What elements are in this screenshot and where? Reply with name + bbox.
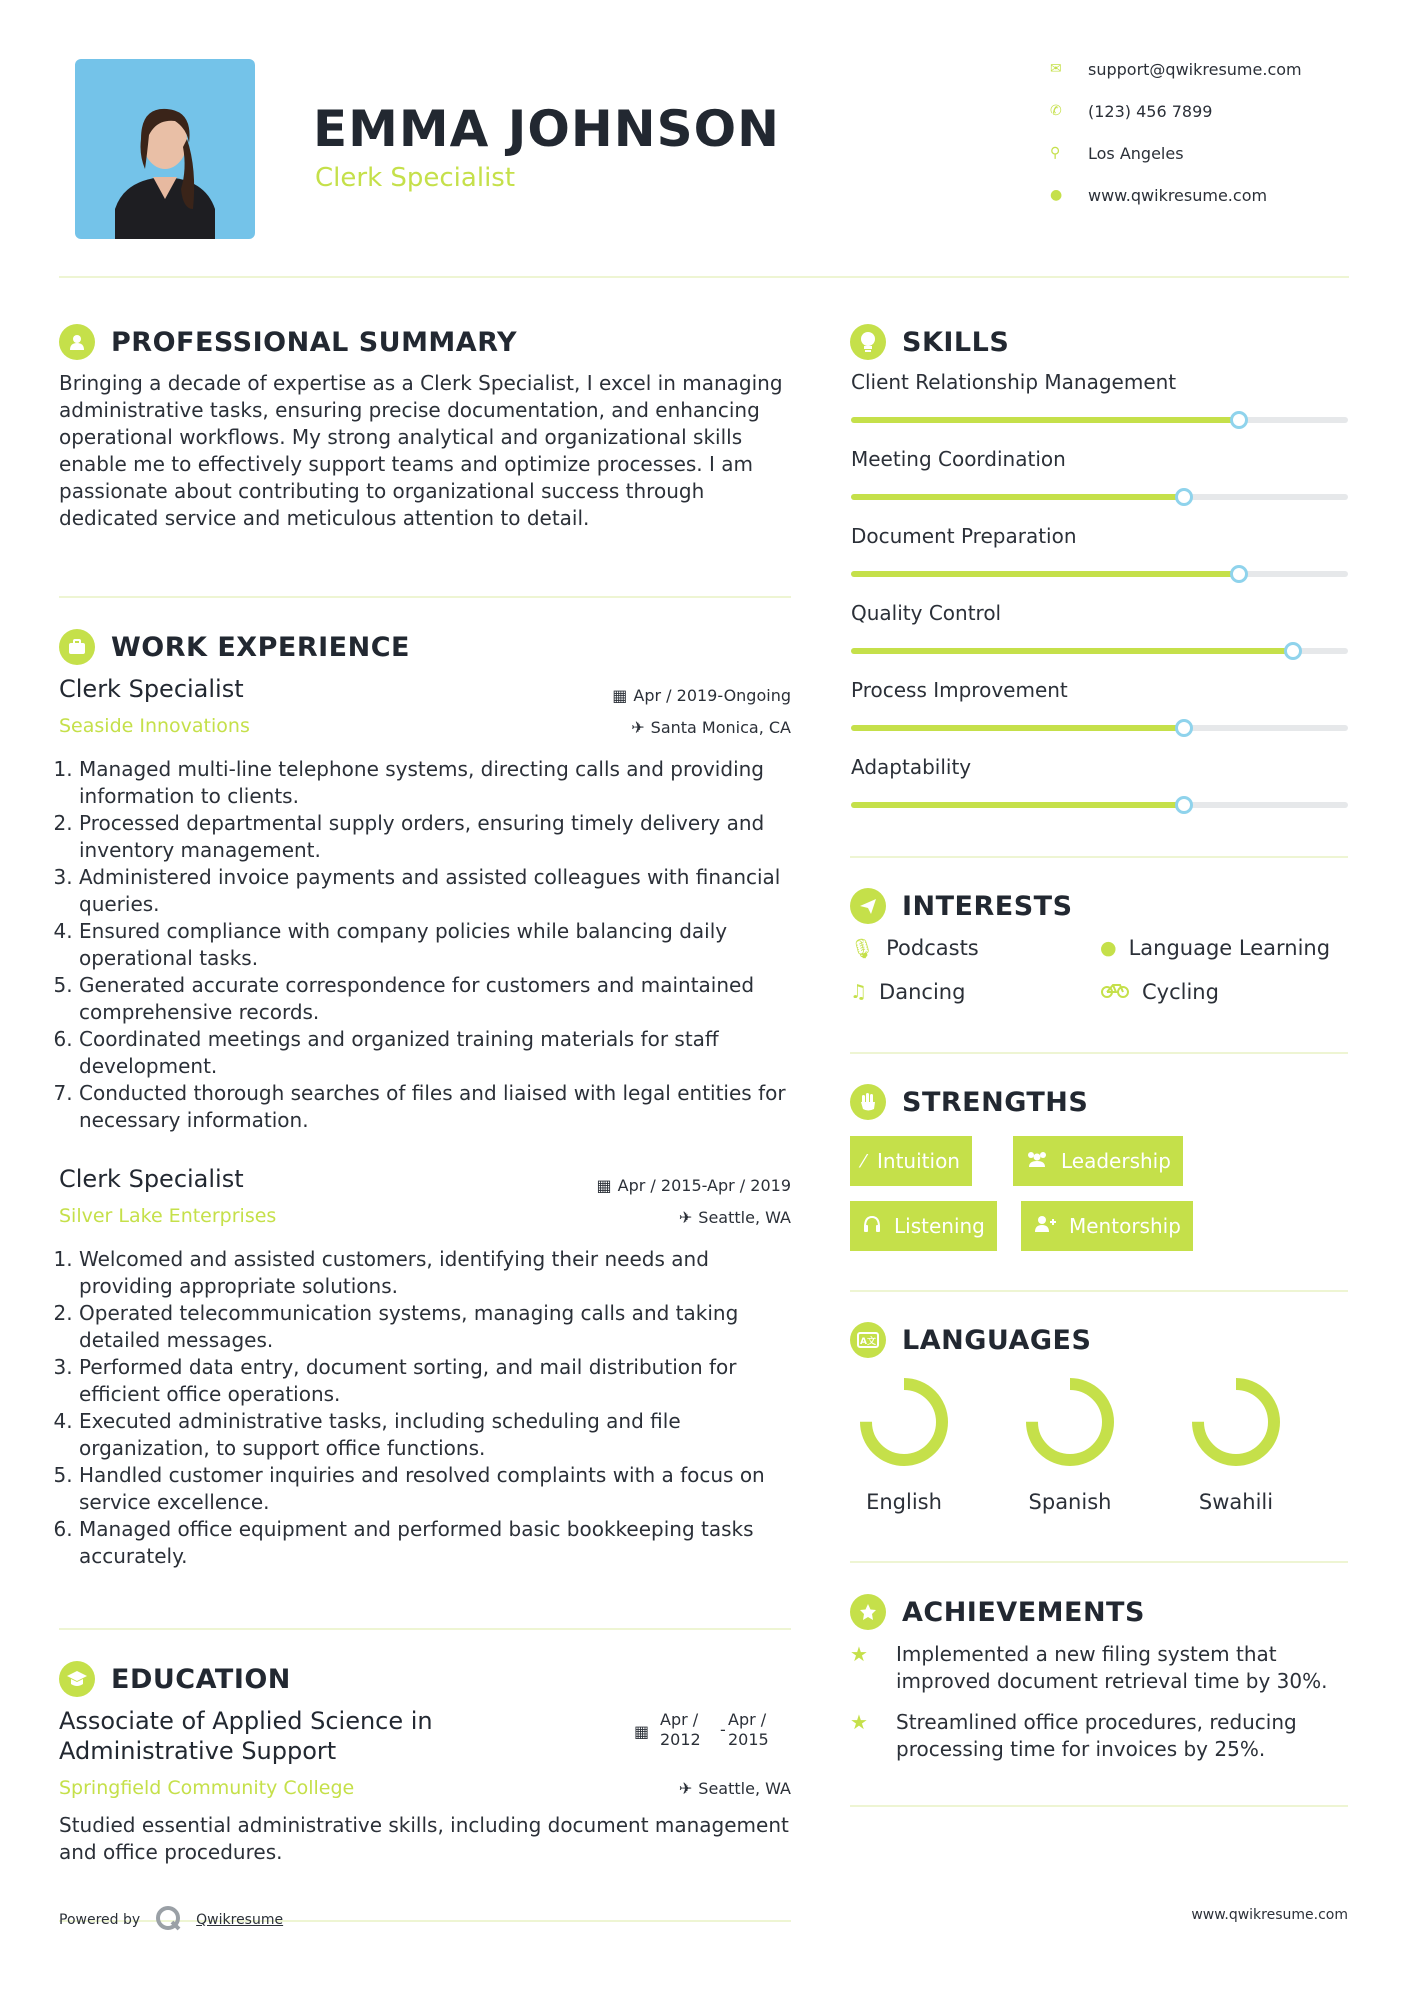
interest-dancing xyxy=(850,980,965,1004)
contact-email[interactable] xyxy=(1050,54,1350,84)
job-2-dates-text: Apr / 2015-Apr / 2019 xyxy=(617,1176,791,1195)
language-level-arc xyxy=(1032,1384,1108,1460)
language-icon xyxy=(850,1322,886,1358)
contact-phone-text: (123) 456 7899 xyxy=(1088,101,1213,121)
interest-label: Podcasts xyxy=(886,936,979,960)
user-plus-icon xyxy=(1033,1215,1057,1238)
headphones-icon xyxy=(862,1215,882,1238)
experience-heading xyxy=(59,627,410,667)
briefcase-icon xyxy=(59,629,95,665)
star-icon: ★ xyxy=(850,1642,868,1666)
skill-bar xyxy=(851,802,1348,808)
list-item: 2. Processed departmental supply orders, ensuring timely delivery and inventory management. xyxy=(79,810,794,864)
graduation-cap-icon xyxy=(59,1661,95,1697)
strength-label: Leadership xyxy=(1061,1149,1171,1173)
list-item: 6. Coordinated meetings and organized training materials for staff development. xyxy=(79,1026,794,1080)
experience-divider xyxy=(59,1628,791,1630)
job-1-title: Clerk Specialist xyxy=(59,675,244,703)
job-2-company: Silver Lake Enterprises xyxy=(59,1205,277,1227)
skill-name: Process Improvement xyxy=(851,678,1068,702)
strength-label: Listening xyxy=(894,1214,985,1238)
interest-cycling xyxy=(1100,980,1219,1004)
job-2-location-text: Seattle, WA xyxy=(698,1208,791,1227)
users-icon xyxy=(1025,1150,1049,1173)
contact-website[interactable] xyxy=(1050,180,1350,210)
strength-mentorship xyxy=(1021,1201,1193,1251)
education-description: Studied essential administrative skills, including document management and office procedures. xyxy=(59,1813,789,1864)
job-2-location xyxy=(540,1208,791,1227)
profile-photo xyxy=(75,59,255,239)
education-end-month: Apr / xyxy=(728,1710,767,1729)
skill-name: Meeting Coordination xyxy=(851,447,1066,471)
pin-icon: ✈ xyxy=(678,1208,693,1227)
qwikresume-logo-icon xyxy=(154,1904,182,1936)
powered-by-label: Powered by xyxy=(59,1912,141,1928)
achievement-text: Implemented a new filing system that improved document retrieval time by 30%. xyxy=(896,1642,1328,1693)
star-icon: ★ xyxy=(850,1710,868,1734)
achievement-1 xyxy=(850,1641,1348,1695)
contact-website-text: www.qwikresume.com xyxy=(1088,185,1268,205)
list-item: 6. Managed office equipment and performed basic bookkeeping tasks accurately. xyxy=(79,1516,794,1570)
envelope-icon: ✉ xyxy=(1050,61,1062,77)
language-level-arc xyxy=(1198,1384,1274,1460)
skill-bar-knob xyxy=(1284,642,1302,660)
list-item: 5. Generated accurate correspondence for customers and maintained comprehensive records. xyxy=(79,972,794,1026)
strength-label: Mentorship xyxy=(1069,1214,1181,1238)
lightbulb-icon xyxy=(850,324,886,360)
summary-heading xyxy=(59,322,517,362)
interests-divider xyxy=(850,1052,1348,1054)
user-icon xyxy=(59,324,95,360)
interest-label: Dancing xyxy=(879,980,966,1004)
education-start-year: 2012 xyxy=(660,1730,701,1749)
languages-divider xyxy=(850,1561,1348,1563)
job-1-duties xyxy=(59,756,794,1134)
skill-bar-fill xyxy=(851,802,1184,808)
language-label: Spanish xyxy=(1028,1490,1112,1514)
skill-bar xyxy=(851,417,1348,423)
list-item: 5. Handled customer inquiries and resolved complaints with a focus on service excellence. xyxy=(79,1462,794,1516)
job-2-dates xyxy=(540,1176,791,1195)
skill-bar xyxy=(851,494,1348,500)
skill-bar-knob xyxy=(1230,565,1248,583)
map-pin-icon: ⚲ xyxy=(1050,145,1061,161)
job-1-dates-text: Apr / 2019-Ongoing xyxy=(633,686,791,705)
strength-listening xyxy=(850,1201,997,1251)
language-level-ring xyxy=(1186,1372,1286,1472)
languages-heading xyxy=(850,1320,1091,1360)
experience-title: WORK EXPERIENCE xyxy=(111,631,410,663)
interest-language-learning xyxy=(1100,936,1330,960)
interest-podcasts xyxy=(850,936,979,960)
interest-label: Cycling xyxy=(1142,980,1219,1004)
interests-heading xyxy=(850,886,1073,926)
globe-icon: ● xyxy=(1050,187,1063,203)
skill-bar-fill xyxy=(851,417,1239,423)
list-item: 3. Administered invoice payments and assisted colleagues with financial queries. xyxy=(79,864,794,918)
education-end-year: 2015 xyxy=(728,1730,769,1749)
achievements-heading xyxy=(850,1592,1145,1632)
interests-title: INTERESTS xyxy=(902,890,1073,922)
bicycle-icon xyxy=(1100,981,1130,1004)
person-portrait-icon xyxy=(75,59,255,239)
globe-icon: ● xyxy=(1100,937,1117,959)
strengths-title: STRENGTHS xyxy=(902,1086,1089,1118)
skill-name: Client Relationship Management xyxy=(851,370,1177,394)
skill-bar xyxy=(851,725,1348,731)
job-1-dates xyxy=(540,686,791,705)
job-2-title: Clerk Specialist xyxy=(59,1165,244,1193)
achievement-2 xyxy=(850,1709,1348,1763)
skill-name: Adaptability xyxy=(851,755,972,779)
list-item: 4. Executed administrative tasks, including scheduling and file organization, to support office functions. xyxy=(79,1408,794,1462)
calendar-icon: ▦ xyxy=(596,1176,612,1195)
contact-email-text: support@qwikresume.com xyxy=(1088,59,1302,79)
languages-title: LANGUAGES xyxy=(902,1324,1092,1356)
education-start xyxy=(660,1710,701,1750)
skill-bar xyxy=(851,648,1348,654)
microphone-icon: 🎙 xyxy=(850,937,875,960)
skill-bar-fill xyxy=(851,494,1184,500)
education-end xyxy=(728,1710,769,1750)
skill-bar-knob xyxy=(1175,719,1193,737)
candidate-title: Clerk Specialist xyxy=(315,163,516,193)
calendar-icon: ▦ xyxy=(612,686,628,705)
candidate-name: EMMA JOHNSON xyxy=(313,100,780,158)
list-item: 7. Conducted thorough searches of files and liaised with legal entities for necessary information. xyxy=(79,1080,794,1134)
education-degree: Associate of Applied Science in Administrative Support xyxy=(59,1707,433,1765)
education-start-month: Apr / xyxy=(660,1710,699,1729)
calendar-icon: ▦ xyxy=(634,1722,650,1741)
summary-text: Bringing a decade of expertise as a Clerk Specialist, I excel in managing administrative tasks, ensuring precise documentation, and enhancing operational workflows. My strong analytical and organizational skills enable me to effectively support teams and optimize processes. I am passionate about contributing to organizational success through dedicated service and meticulous attention to detail. xyxy=(59,371,783,530)
strengths-heading xyxy=(850,1082,1088,1122)
strength-leadership xyxy=(1013,1136,1183,1186)
language-level-arc xyxy=(866,1384,942,1460)
job-1-location xyxy=(540,718,791,737)
footer-website[interactable]: www.qwikresume.com xyxy=(1191,1907,1348,1923)
strengths-divider xyxy=(850,1290,1348,1292)
summary-divider xyxy=(59,596,791,598)
summary-title: PROFESSIONAL SUMMARY xyxy=(111,326,518,358)
header-divider xyxy=(59,276,1349,278)
education-heading xyxy=(59,1659,291,1699)
skills-title: SKILLS xyxy=(902,326,1010,358)
powered-by xyxy=(59,1904,283,1936)
job-1-company: Seaside Innovations xyxy=(59,715,250,737)
education-school: Springfield Community College xyxy=(59,1777,355,1799)
language-level-ring xyxy=(854,1372,954,1472)
magic-wand-icon: ⁄ xyxy=(862,1150,866,1172)
job-2-duties xyxy=(59,1246,794,1570)
job-1-location-text: Santa Monica, CA xyxy=(650,718,791,737)
skill-bar-knob xyxy=(1175,796,1193,814)
paper-plane-icon xyxy=(850,888,886,924)
education-location-text: Seattle, WA xyxy=(698,1779,791,1798)
list-item: 4. Ensured compliance with company policies while balancing daily operational tasks. xyxy=(79,918,794,972)
hand-icon xyxy=(850,1084,886,1120)
language-label: English xyxy=(866,1490,942,1514)
education-dates xyxy=(634,1710,794,1754)
list-item: 3. Performed data entry, document sorting, and mail distribution for efficient office operations. xyxy=(79,1354,794,1408)
pin-icon: ✈ xyxy=(678,1779,693,1798)
list-item: 1. Managed multi-line telephone systems, directing calls and providing information to clients. xyxy=(79,756,794,810)
skill-bar-knob xyxy=(1175,488,1193,506)
skill-bar xyxy=(851,571,1348,577)
skill-bar-fill xyxy=(851,725,1184,731)
date-separator: - xyxy=(720,1720,726,1739)
education-location xyxy=(540,1779,791,1798)
phone-icon: ✆ xyxy=(1050,103,1062,119)
pin-icon: ✈ xyxy=(631,718,645,737)
skills-heading xyxy=(850,322,1009,362)
skill-bar-knob xyxy=(1230,411,1248,429)
music-note-icon: ♫ xyxy=(850,981,868,1003)
skills-divider xyxy=(850,856,1348,858)
strength-label: Intuition xyxy=(877,1149,960,1173)
skill-bar-fill xyxy=(851,571,1239,577)
skill-name: Document Preparation xyxy=(851,524,1077,548)
skill-name: Quality Control xyxy=(851,601,1002,625)
language-label: Swahili xyxy=(1198,1490,1274,1514)
contact-phone[interactable] xyxy=(1050,96,1350,126)
contact-location xyxy=(1050,138,1350,168)
svg-text:A文: A文 xyxy=(860,1337,876,1347)
skill-bar-fill xyxy=(851,648,1293,654)
list-item: 2. Operated telecommunication systems, managing calls and taking detailed messages. xyxy=(79,1300,794,1354)
language-level-ring xyxy=(1020,1372,1120,1472)
achievement-text: Streamlined office procedures, reducing processing time for invoices by 25%. xyxy=(896,1710,1297,1761)
contact-location-text: Los Angeles xyxy=(1088,143,1184,163)
achievements-title: ACHIEVEMENTS xyxy=(902,1596,1145,1628)
list-item: 1. Welcomed and assisted customers, identifying their needs and providing appropriate solutions. xyxy=(79,1246,794,1300)
achievements-divider xyxy=(850,1805,1348,1807)
education-title: EDUCATION xyxy=(111,1663,291,1695)
interest-label: Language Learning xyxy=(1128,936,1331,960)
strength-intuition xyxy=(850,1136,972,1186)
trophy-icon xyxy=(850,1594,886,1630)
qwikresume-link[interactable]: Qwikresume xyxy=(196,1912,284,1928)
